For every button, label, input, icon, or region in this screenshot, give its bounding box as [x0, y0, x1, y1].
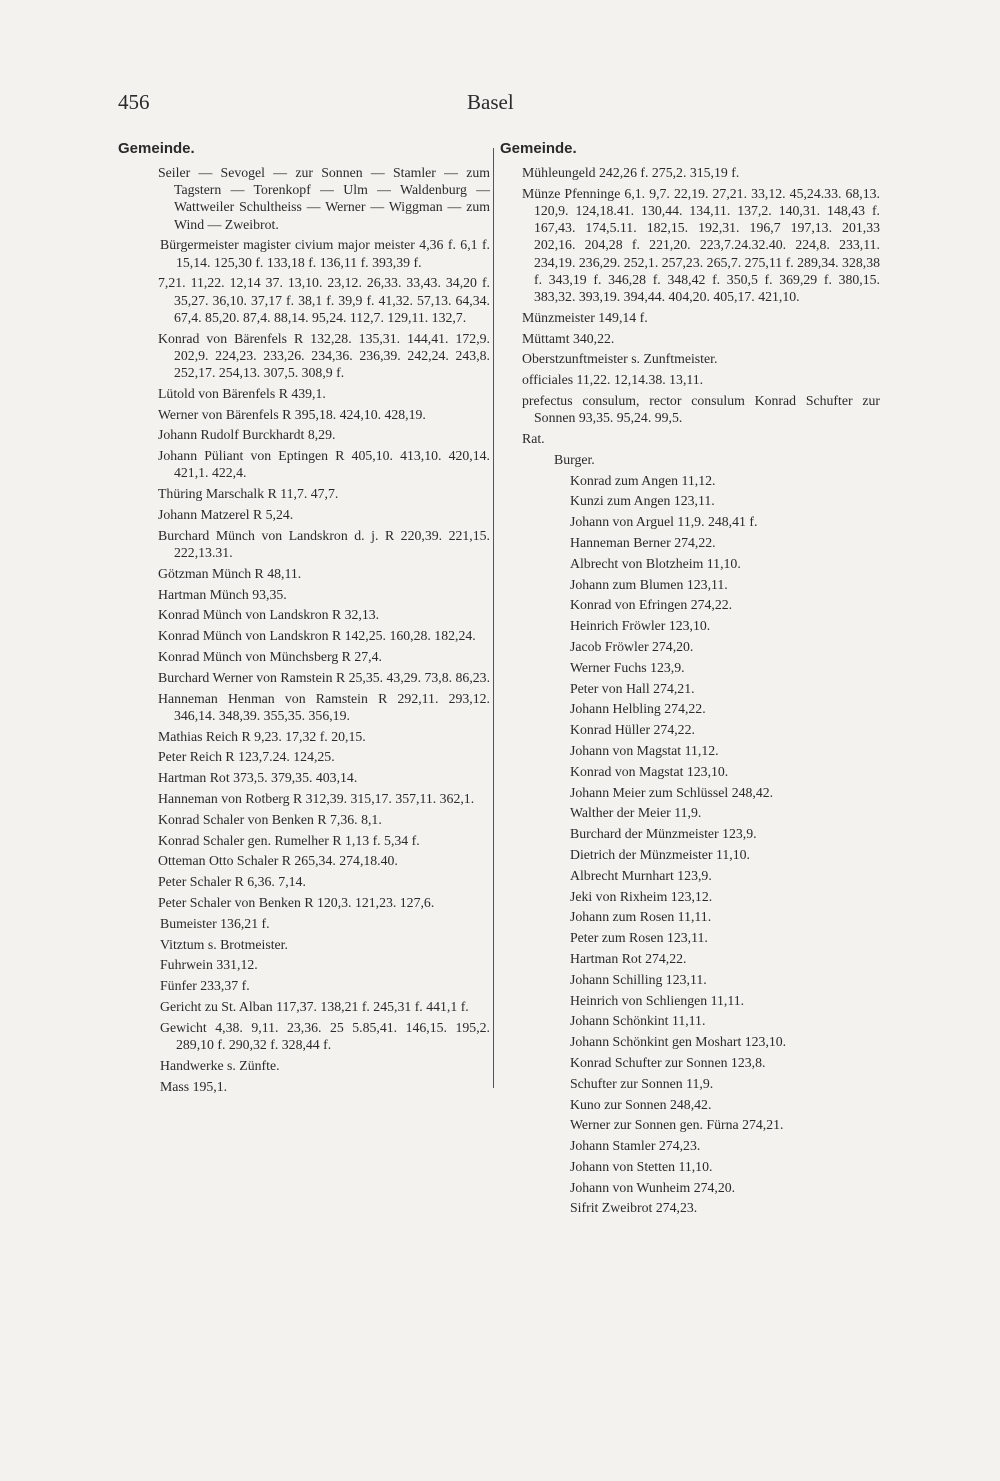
index-entry: Werner von Bärenfels R 395,18. 424,10. 428,19. [158, 406, 426, 422]
right-column [500, 138, 880, 1220]
left-entries [118, 164, 490, 1095]
index-entry: Peter Reich R 123,7.24. 124,25. [158, 749, 335, 765]
left-column [118, 138, 490, 1098]
index-entry: Johann von Magstat 11,12. [570, 742, 719, 758]
index-entry: Hartman Münch 93,35. [158, 586, 287, 602]
index-entry: Jeki von Rixheim 123,12. [570, 888, 713, 904]
index-entry: Burchard Münch von Landskron d. j. R 220,39. 221,15. 222,13.31. [158, 527, 490, 560]
index-entry: Konrad Schaler gen. Rumelher R 1,13 f. 5,34 f. [158, 832, 420, 848]
index-entry: Heinrich Fröwler 123,10. [570, 618, 711, 634]
index-entry: Werner zur Sonnen gen. Fürna 274,21. [570, 1117, 784, 1133]
index-entry: Jacob Fröwler 274,20. [570, 638, 694, 654]
page-number: 456 [118, 90, 150, 114]
index-entry: Götzman Münch R 48,11. [158, 565, 302, 581]
index-entry: Fuhrwein 331,12. [160, 957, 258, 973]
index-entry: Burchard der Münzmeister 123,9. [570, 826, 757, 842]
index-entry: Walther der Meier 11,9. [570, 805, 702, 821]
index-entry: Burger. [554, 451, 595, 467]
index-entry: Konrad Schufter zur Sonnen 123,8. [570, 1054, 766, 1070]
index-entry: Bumeister 136,21 f. [160, 915, 270, 931]
index-entry: Konrad von Bärenfels R 132,28. 135,31. 144,41. 172,9. 202,9. 224,23. 233,26. 234,36. 236,39. 242,24. 243,8. 252,17. 254,13. 307,5. 308,9 f. [158, 330, 490, 381]
index-entry: Gewicht 4,38. 9,11. 23,36. 25 5.85,41. 146,15. 195,2. 289,10 f. 290,32 f. 328,44 f. [160, 1019, 490, 1052]
index-entry: Vitztum s. Brotmeister. [160, 936, 288, 952]
index-entry: Heinrich von Schliengen 11,11. [570, 992, 745, 1008]
index-entry: Sifrit Zweibrot 274,23. [570, 1200, 698, 1216]
index-entry: Hartman Rot 373,5. 379,35. 403,14. [158, 770, 358, 786]
index-entry: Mathias Reich R 9,23. 17,32 f. 20,15. [158, 728, 366, 744]
index-entry: Schufter zur Sonnen 11,9. [570, 1075, 714, 1091]
index-entry: Albrecht von Blotzheim 11,10. [570, 555, 741, 571]
index-entry: Johann von Arguel 11,9. 248,41 f. [570, 514, 758, 530]
index-entry: Lütold von Bärenfels R 439,1. [158, 385, 326, 401]
index-entry: Johann Schönkint gen Moshart 123,10. [570, 1034, 787, 1050]
index-entry: Seiler — Sevogel — zur Sonnen — Stamler — zum Tagstern — Torenkopf — Ulm — Waldenburg — Wattweiler Schultheiss — Werner — Wiggman — zum Wind — Zweibrot. [158, 165, 490, 232]
index-entry: Münzmeister 149,14 f. [522, 309, 648, 325]
index-entry: Johann Helbling 274,22. [570, 701, 706, 717]
index-entry: Kuno zur Sonnen 248,42. [570, 1096, 712, 1112]
index-entry: Johann zum Blumen 123,11. [570, 576, 728, 592]
index-entry: Albrecht Murnhart 123,9. [570, 867, 712, 883]
index-entry: Dietrich der Münzmeister 11,10. [570, 846, 750, 862]
index-entry: Johann zum Rosen 11,11. [570, 909, 712, 925]
index-entry: Kunzi zum Angen 123,11. [570, 493, 715, 509]
index-entry: Konrad Schaler von Benken R 7,36. 8,1. [158, 811, 382, 827]
index-entry: Peter von Hall 274,21. [570, 680, 695, 696]
index-entry: Konrad Münch von Landskron R 142,25. 160,28. 182,24. [158, 628, 476, 644]
running-title: Basel [467, 90, 514, 114]
index-entry: Konrad von Magstat 123,10. [570, 763, 729, 779]
index-entry: Handwerke s. Zünfte. [160, 1057, 280, 1073]
left-column-heading: Gemeinde. [118, 140, 195, 157]
index-entry: Hanneman Berner 274,22. [570, 534, 716, 550]
index-entry: Mühleungeld 242,26 f. 275,2. 315,19 f. [522, 165, 740, 180]
index-entry: prefectus consulum, rector consulum Konrad Schufter zur Sonnen 93,35. 95,24. 99,5. [522, 393, 880, 426]
index-entry: Peter Schaler von Benken R 120,3. 121,23. 127,6. [158, 894, 435, 910]
index-entry: Thüring Marschalk R 11,7. 47,7. [158, 486, 339, 502]
index-entry: Müttamt 340,22. [522, 330, 615, 346]
index-entry: Mass 195,1. [160, 1078, 228, 1094]
index-entry: Konrad Münch von Münchsberg R 27,4. [158, 648, 382, 664]
column-divider [493, 148, 494, 1088]
index-entry: Bürgermeister magister civium major meister 4,36 f. 6,1 f. 15,14. 125,30 f. 133,18 f. 136,11 f. 393,39 f. [160, 237, 490, 270]
index-entry: Johann Püliant von Eptingen R 405,10. 413,10. 420,14. 421,1. 422,4. [158, 448, 490, 481]
index-entry: Hanneman Henman von Ramstein R 292,11. 293,12. 346,14. 348,39. 355,35. 356,19. [158, 690, 490, 723]
index-entry: Peter zum Rosen 123,11. [570, 930, 708, 946]
index-entry: Otteman Otto Schaler R 265,34. 274,18.40. [158, 853, 398, 869]
index-entry: Johann Meier zum Schlüssel 248,42. [570, 784, 774, 800]
index-entry: Johann Matzerel R 5,24. [158, 507, 294, 522]
index-entry: Burchard Werner von Ramstein R 25,35. 43,29. 73,8. 86,23. [158, 669, 491, 685]
index-entry: Konrad Münch von Landskron R 32,13. [158, 607, 380, 623]
index-entry: Johann Stamler 274,23. [570, 1138, 701, 1154]
index-entry: Hanneman von Rotberg R 312,39. 315,17. 357,11. 362,1. [158, 790, 475, 806]
index-entry: Werner Fuchs 123,9. [570, 659, 685, 675]
index-entry: Konrad zum Angen 11,12. [570, 472, 716, 488]
index-entry: Hartman Rot 274,22. [570, 950, 687, 966]
index-entry: Johann von Stetten 11,10. [570, 1158, 713, 1174]
index-entry: Johann Schönkint 11,11. [570, 1013, 706, 1029]
index-entry: Fünfer 233,37 f. [160, 978, 250, 994]
right-column-heading: Gemeinde. [500, 140, 577, 157]
index-entry: Gericht zu St. Alban 117,37. 138,21 f. 245,31 f. 441,1 f. [160, 998, 469, 1014]
index-entry: Oberstzunftmeister s. Zunftmeister. [522, 351, 718, 367]
index-entry: Konrad von Efringen 274,22. [570, 597, 733, 613]
index-entry: Johann Schilling 123,11. [570, 971, 707, 987]
index-entry: Johann von Wunheim 274,20. [570, 1179, 736, 1195]
index-entry: Johann Rudolf Burckhardt 8,29. [158, 427, 336, 443]
index-entry: officiales 11,22. 12,14.38. 13,11. [522, 372, 704, 388]
index-entry: Rat. [522, 431, 545, 446]
index-entry: Peter Schaler R 6,36. 7,14. [158, 874, 306, 890]
index-entry: Konrad Hüller 274,22. [570, 722, 695, 738]
index-entry: 7,21. 11,22. 12,14 37. 13,10. 23,12. 26,33. 33,43. 34,20 f. 35,27. 36,10. 37,17 f. 38,1 f. 39,9 f. 41,32. 57,13. 64,34. 67,4. 85,20. 87,4. 88,14. 95,24. 112,7. 129,11. 132,7. [158, 275, 490, 325]
right-entries [500, 164, 880, 1217]
index-entry: Münze Pfenninge 6,1. 9,7. 22,19. 27,21. 33,12. 45,24.33. 68,13. 120,9. 124,18.41. 130,44. 134,11. 137,2. 140,31. 148,43 f. 167,43. 174,5.11. 182,15. 192,31. 196,7 197,13. 201,33 202,16. 204,28 f. 221,20. 223,7.24.32.40. 224,8. 233,11. 234,19. 236,29. 252,1. 257,23. 265,7. 275,11 f. 289,34. 328,38 f. 343,19 f. 346,28 f. 348,42 f. 350,5 f. 369,29 f. 380,15. 383,32. 393,19. 394,44. 404,20. 405,17. 421,10. [522, 185, 880, 305]
